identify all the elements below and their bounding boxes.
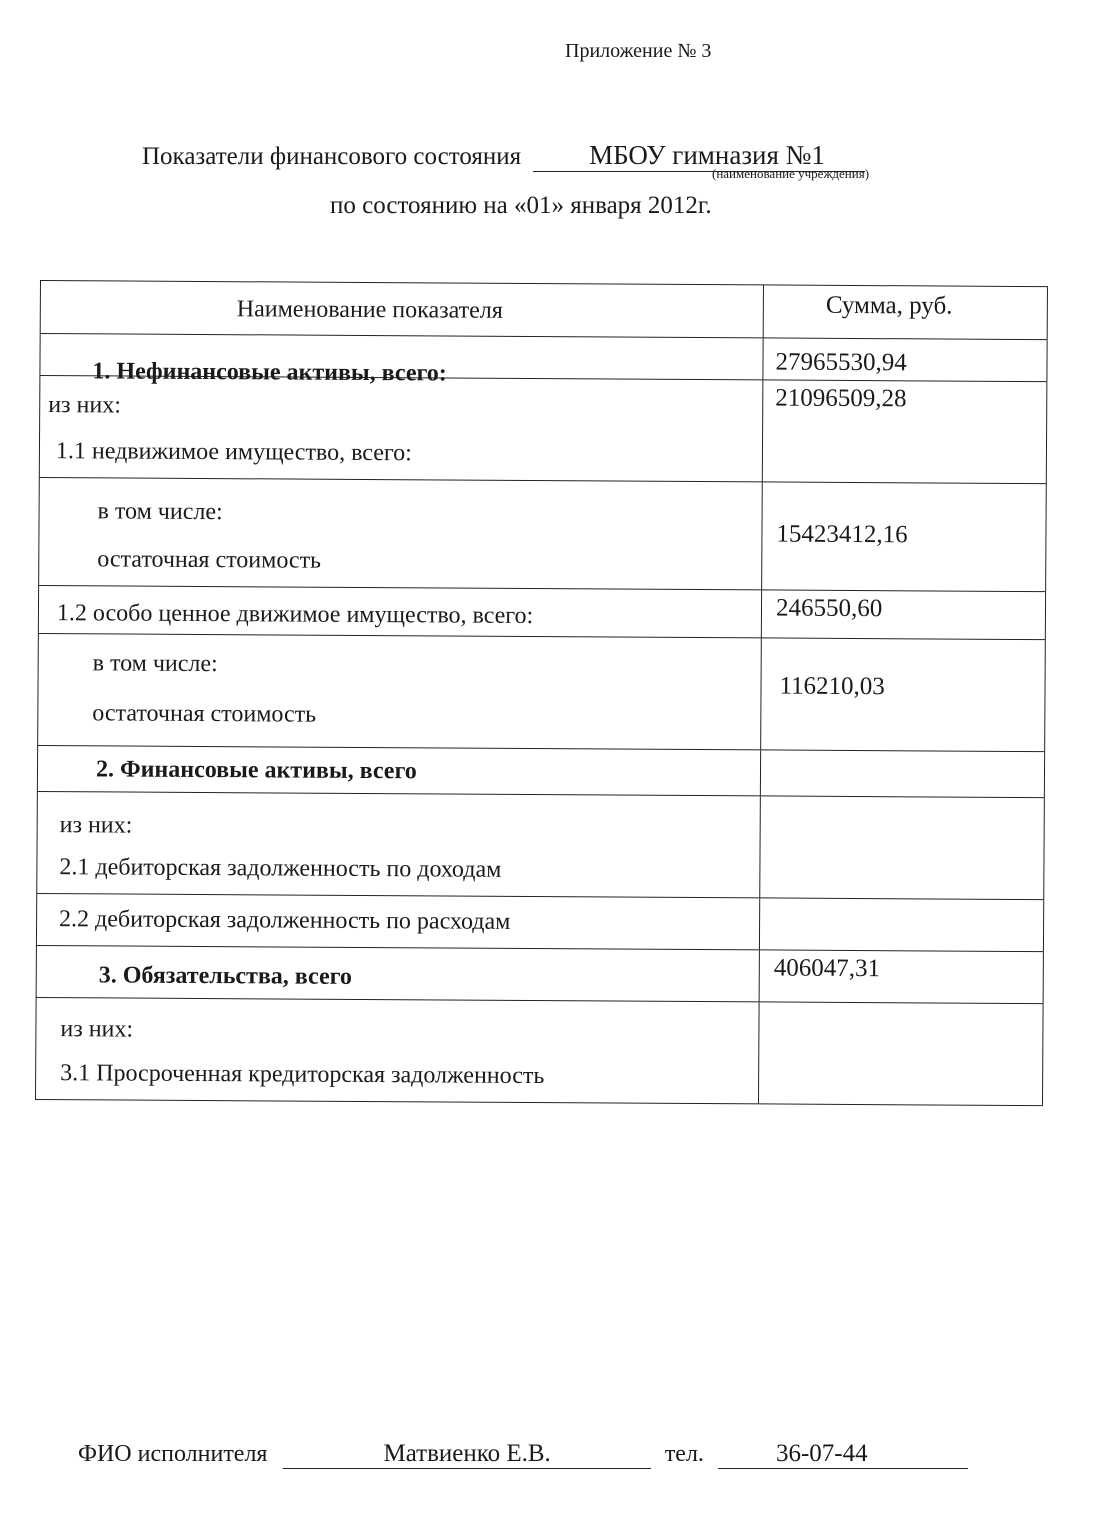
- report-date: по состоянию на «01» января 2012г.: [330, 192, 712, 219]
- tel-label: тел.: [664, 1441, 704, 1467]
- table-row: [36, 792, 1045, 900]
- row-3-sum: 15423412,16: [776, 520, 908, 549]
- row-7-line1: из них:: [59, 812, 133, 839]
- financial-indicators-table: [35, 280, 1048, 1106]
- row-3-line2: остаточная стоимость: [97, 546, 322, 574]
- table-row: [39, 376, 1048, 484]
- row-5-line1: в том числе:: [92, 650, 218, 678]
- institution-name: МБОУ гимназия №1: [533, 140, 865, 172]
- fio-value: Матвиенко Е.В.: [283, 1440, 650, 1469]
- row-2-sum: 21096509,28: [775, 384, 907, 413]
- row-2-line1: из них:: [48, 392, 122, 419]
- institution-caption: (наименование учреждения): [712, 166, 870, 181]
- table-row: [37, 746, 1045, 798]
- title-prefix: Показатели финансового состояния: [142, 143, 522, 170]
- row-10-line1: из них:: [60, 1016, 134, 1043]
- table-row: [39, 334, 1047, 387]
- table-row: [36, 894, 1044, 952]
- table-row: [37, 634, 1046, 752]
- table-row: [35, 998, 1044, 1106]
- header-sum: Сумма, руб.: [825, 291, 953, 320]
- row-4-sum: 246550,60: [775, 594, 883, 623]
- row-2-line2: 1.1 недвижимое имущество, всего:: [55, 438, 412, 467]
- header-name: Наименование показателя: [236, 296, 503, 324]
- appendix-number: Приложение № 3: [565, 40, 712, 62]
- row-3-line1: в том числе:: [97, 498, 223, 526]
- row-1-name: 1. Нефинансовые активы, всего:: [92, 358, 447, 387]
- row-1-sum: 27965530,94: [775, 348, 907, 377]
- row-6-name: 2. Финансовые активы, всего: [95, 756, 417, 785]
- row-7-line2: 2.1 дебиторская задолженность по доходам: [59, 854, 502, 883]
- table-row: [36, 946, 1044, 1004]
- row-4-name: 1.2 особо ценное движимое имущество, всего:: [56, 600, 534, 630]
- fio-label: ФИО исполнителя: [78, 1441, 268, 1467]
- row-9-sum: 406047,31: [773, 954, 881, 983]
- row-5-line2: остаточная стоимость: [92, 700, 317, 728]
- footer-signature-line: [78, 1440, 968, 1469]
- table-header-row: [40, 280, 1048, 340]
- row-5-sum: 116210,03: [779, 672, 885, 701]
- table-row: [38, 586, 1046, 640]
- row-9-name: 3. Обязательства, всего: [98, 962, 353, 990]
- table-row: [38, 478, 1047, 592]
- row-10-line2: 3.1 Просроченная кредиторская задолженность: [60, 1060, 545, 1090]
- row-8-name: 2.2 дебиторская задолженность по расходам: [59, 906, 511, 935]
- tel-value: 36-07-44: [718, 1440, 968, 1469]
